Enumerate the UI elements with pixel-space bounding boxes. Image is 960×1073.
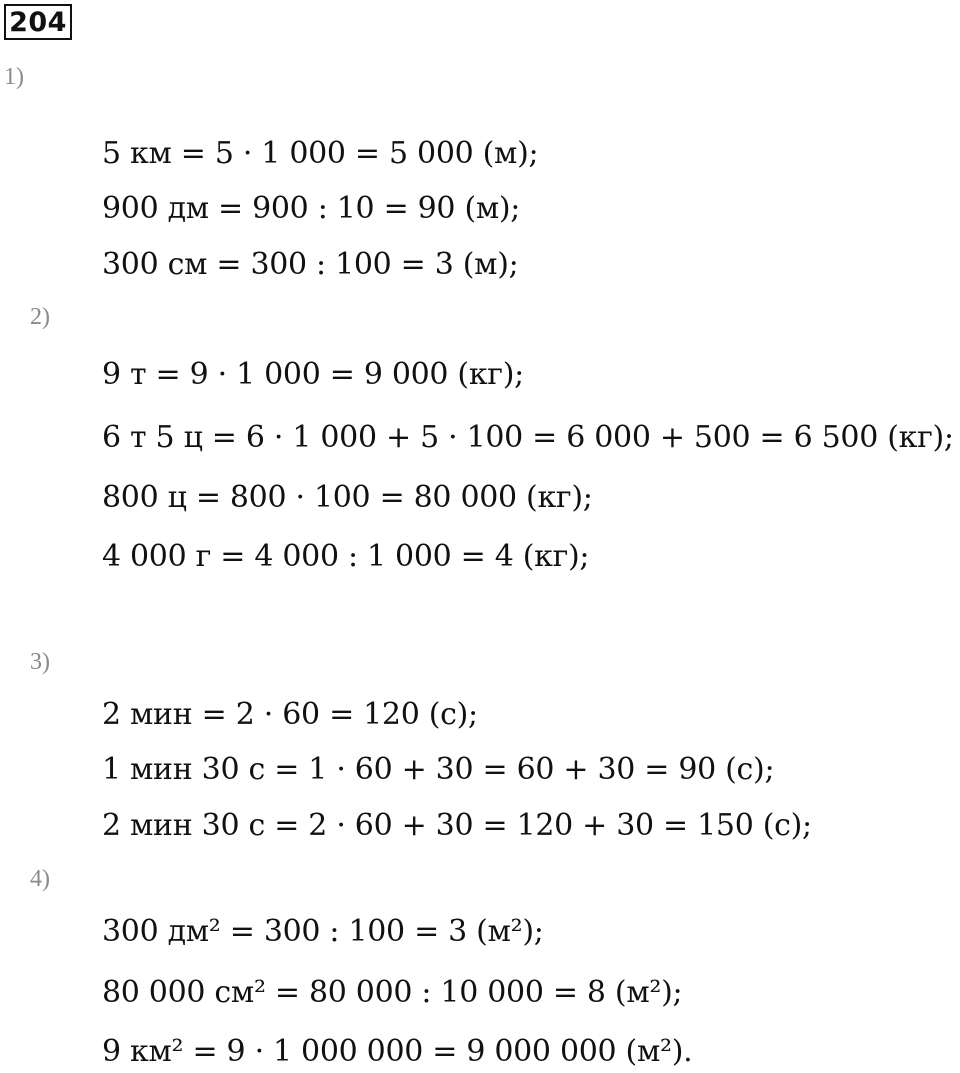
equation: 1 мин 30 с = 1 · 60 + 30 = 60 + 30 = 90 (с); (102, 752, 775, 787)
equation: 300 дм² = 300 : 100 = 3 (м²); (102, 914, 544, 949)
equation: 900 дм = 900 : 10 = 90 (м); (102, 191, 521, 226)
equation: 6 т 5 ц = 6 · 1 000 + 5 · 100 = 6 000 + 500 = 6 500 (кг); (102, 420, 954, 455)
equation: 4 000 г = 4 000 : 1 000 = 4 (кг); (102, 539, 590, 574)
problem-number: 204 (9, 6, 67, 38)
equation: 2 мин 30 с = 2 · 60 + 30 = 120 + 30 = 150 (с); (102, 808, 812, 843)
equation: 800 ц = 800 · 100 = 80 000 (кг); (102, 480, 593, 515)
equation: 300 см = 300 : 100 = 3 (м); (102, 247, 519, 282)
equation: 2 мин = 2 · 60 = 120 (с); (102, 697, 478, 732)
equation: 80 000 см² = 80 000 : 10 000 = 8 (м²); (102, 975, 683, 1010)
problem-number-box (4, 4, 72, 40)
part-label-4: 4) (30, 866, 50, 892)
part-label-3: 3) (30, 649, 50, 675)
part-label-2: 2) (30, 304, 50, 330)
equation: 5 км = 5 · 1 000 = 5 000 (м); (102, 136, 539, 171)
equation: 9 т = 9 · 1 000 = 9 000 (кг); (102, 357, 524, 392)
part-label-1: 1) (4, 64, 24, 90)
equation: 9 км² = 9 · 1 000 000 = 9 000 000 (м²). (102, 1034, 693, 1069)
